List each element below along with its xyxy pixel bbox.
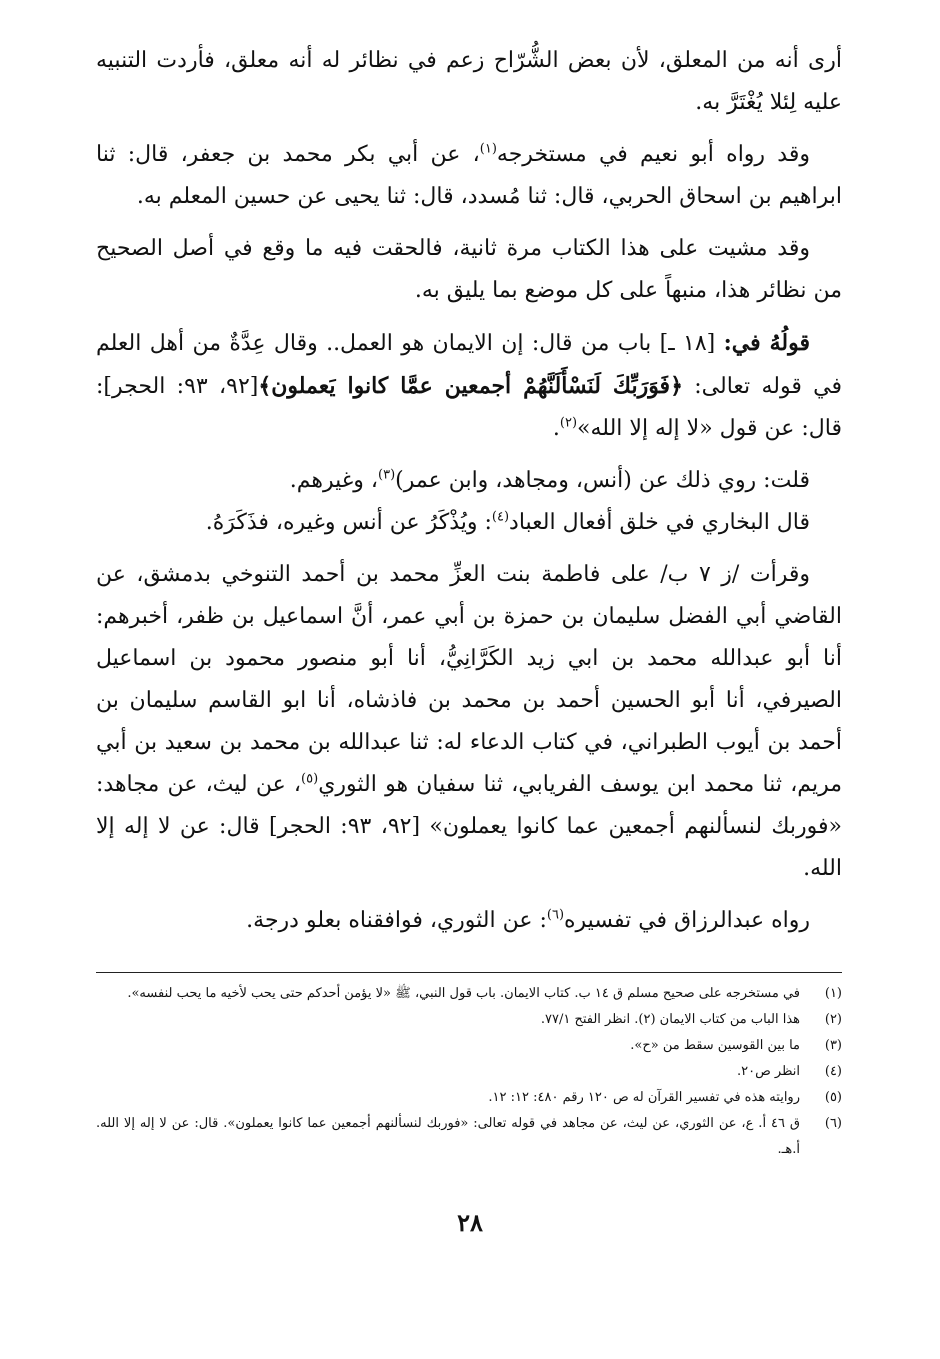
paragraph-7-text-after: ، عن ليث، عن مجاهد: «فوربك لنسألنهم أجمعين عما كانوا يعملون» [٩٢، ٩٣: الحجر] قال: عن لا إله إلا الله. xyxy=(96,772,842,881)
footnote-number: (٦) xyxy=(824,1116,842,1131)
footnote-6 xyxy=(96,1111,842,1163)
paragraph-8-text: رواه عبدالرزاق في تفسيره xyxy=(564,908,810,933)
footnote-ref-6[interactable]: (٦) xyxy=(546,907,565,923)
page-number: ٢٨ xyxy=(457,1208,483,1237)
paragraph-1-text: أرى أنه من المعلق، لأن بعض الشُّرّاح زعم في نظائر له أنه معلق، فأردت التنبيه عليه لِئلا يُغْتَرَّ به. xyxy=(96,48,842,115)
paragraph-6 xyxy=(96,502,842,544)
footnote-number: (٤) xyxy=(824,1064,842,1079)
paragraph-2 xyxy=(96,134,842,218)
footnote-text: هذا الباب من كتاب الايمان (٢). انظر الفتح ٧٧/١. xyxy=(540,1012,800,1027)
paragraph-7 xyxy=(96,554,842,890)
footnote-text: انظر ص٢٠. xyxy=(736,1064,800,1079)
footnote-number: (٥) xyxy=(824,1090,842,1105)
footnote-text: في مستخرجه على صحيح مسلم ق ١٤ ب. كتاب الايمان. باب قول النبي، ﷺ «لا يؤمن أحدكم حتى يحب لأخيه ما يحب لنفسه». xyxy=(127,986,800,1001)
footnote-1 xyxy=(96,981,842,1007)
paragraph-5-text-after: ، وغيرهم. xyxy=(289,468,378,493)
footnote-3 xyxy=(96,1033,842,1059)
footnote-ref-3[interactable]: (٣) xyxy=(378,467,396,483)
footnote-4 xyxy=(96,1059,842,1085)
footnote-number: (١) xyxy=(824,986,842,1001)
paragraph-6-text: قال البخاري في خلق أفعال العباد xyxy=(509,510,810,535)
footnote-number: (٢) xyxy=(824,1012,842,1027)
footnote-2 xyxy=(96,1007,842,1033)
footnote-text: ق ٤٦ أ. ع، عن الثوري، عن ليث، عن مجاهد في قوله تعالى: «فوربك لنسألنهم أجمعين عما كانوا يعملون». قال: عن لا إله إلا الله. أ.هـ. xyxy=(96,1116,801,1157)
footnote-5 xyxy=(96,1085,842,1111)
paragraph-4-text-after: [٩٢، ٩٣: الحجر]: قال: عن قول «لا إله إلا الله» xyxy=(96,374,842,441)
page-body xyxy=(96,40,842,952)
footnote-text: ما بين القوسين سقط من «ح». xyxy=(630,1038,800,1053)
paragraph-7-text: وقرأت /ز ٧ ب/ على فاطمة بنت العزِّ محمد بن أحمد التنوخي بدمشق، عن القاضي أبي الفضل سليمان بن حمزة بن أبي عمر، أنَّ اسماعيل بن ظفر، أخبرهم: أنا أبو عبدالله محمد بن ابي زيد الكَرَّانِيُّ، أنا أبو منصور محمود بن اسماعيل الصيرفي، أنا أبو الحسين أحمد بن محمد بن فاذشاه، أنا ابو القاسم سليمان بن أحمد بن أيوب الطبراني، في كتاب الدعاء له: ثنا عبدالله بن محمد بن سعيد بن أبي مريم، ثنا محمد ابن يوسف الفريابي، ثنا سفيان هو الثوري xyxy=(96,562,842,797)
paragraph-6-text-after: : ويُذْكَرُ عن أنس وغيره، فذَكَرَهُ. xyxy=(205,510,492,535)
footnote-text: روايته هذه في تفسير القرآن له ص ١٢٠ رقم ٤٨٠: ١٢: ١٢. xyxy=(488,1090,800,1105)
paragraph-4-text: [١٨ ـ] باب من قال: إن الايمان هو العمل.. وقال عِدَّةٌ من أهل العلم في قوله تعالى: xyxy=(96,331,843,399)
footnote-ref-5[interactable]: (٥) xyxy=(301,771,319,787)
paragraph-5-text: قلت: روي ذلك عن (أنس، ومجاهد، وابن عمر) xyxy=(395,468,810,493)
paragraph-1 xyxy=(96,40,842,124)
footnote-ref-4[interactable]: (٤) xyxy=(491,509,510,525)
footnote-number: (٣) xyxy=(824,1038,842,1053)
quran-verse: ﴿فَوَرَبِّكَ لَنَسْأَلَنَّهُمْ أجمعين عمَّا كانوا يَعملون﴾ xyxy=(258,373,683,399)
footnote-ref-1[interactable]: (١) xyxy=(479,141,497,157)
paragraph-2-text: وقد رواه أبو نعيم في مستخرجه xyxy=(496,142,810,167)
lead-phrase: قولُهُ في: xyxy=(723,330,811,356)
paragraph-5 xyxy=(96,460,842,502)
footnote-ref-2[interactable]: (٢) xyxy=(559,415,578,431)
paragraph-8 xyxy=(96,900,842,942)
paragraph-3 xyxy=(96,228,842,312)
footnotes-section xyxy=(96,972,842,1163)
paragraph-4-text-end: . xyxy=(552,416,560,441)
paragraph-2-text-after: ، عن أبي بكر محمد بن جعفر، قال: ثنا ابراهيم بن اسحاق الحربي، قال: ثنا مُسدد، قال: ثنا يحيى عن حسين المعلم به. xyxy=(96,142,842,209)
paragraph-8-text-after: : عن الثوري، فوافقناه بعلو درجة. xyxy=(246,908,547,933)
paragraph-4 xyxy=(96,322,842,450)
paragraph-3-text: وقد مشيت على هذا الكتاب مرة ثانية، فالحقت فيه ما وقع في أصل الصحيح من نظائر هذا، منبهاً على كل موضع بما يليق به. xyxy=(96,236,842,303)
